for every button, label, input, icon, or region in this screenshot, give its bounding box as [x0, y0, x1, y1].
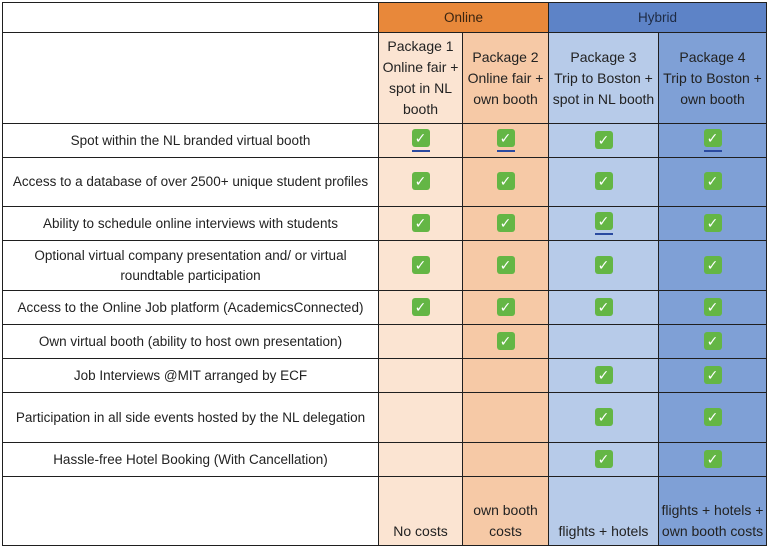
- package-3-cell: [549, 359, 659, 393]
- feature-row: [3, 393, 767, 443]
- check-mark-icon: ✓: [412, 298, 430, 316]
- empty-cost-label-cell: [3, 477, 379, 546]
- package-2-cell: [463, 393, 549, 443]
- check-mark-icon: ✓: [704, 214, 722, 232]
- hybrid-group-header: Hybrid: [549, 3, 767, 33]
- package-description: Online fair + spot in NL booth: [382, 59, 459, 117]
- package-4-cell: [659, 158, 767, 207]
- check-mark-icon: ✓: [595, 131, 613, 149]
- check-mark-icon: ✓: [595, 256, 613, 274]
- check-mark-icon: ✓: [412, 214, 430, 232]
- package-2-header: [463, 33, 549, 124]
- package-1-header: [379, 33, 463, 124]
- check-mark-icon: ✓: [595, 212, 613, 230]
- feature-label: Access to a database of over 2500+ unique student profiles: [3, 158, 379, 207]
- package-3-cell: [549, 291, 659, 325]
- check-mark-icon: ✓: [412, 256, 430, 274]
- check-mark-icon: ✓: [497, 129, 515, 147]
- check-mark-icon: ✓: [704, 172, 722, 190]
- empty-header-cell: [3, 3, 379, 33]
- underlined-check: [595, 212, 613, 235]
- empty-package-label-cell: [3, 33, 379, 124]
- package-name: Package 4: [679, 48, 746, 65]
- package-3-cell: [549, 325, 659, 359]
- package-1-cell: [379, 359, 463, 393]
- package-3-cell: [549, 207, 659, 241]
- package-2-cell: [463, 359, 549, 393]
- package-3-cell: [549, 158, 659, 207]
- package-name: Package 3: [570, 48, 637, 65]
- package-3-cell: [549, 393, 659, 443]
- package-4-cell: [659, 443, 767, 477]
- package-4-cell: [659, 325, 767, 359]
- check-mark-icon: ✓: [497, 332, 515, 350]
- feature-row: [3, 325, 767, 359]
- package-comparison-table: [2, 2, 767, 546]
- package-1-cell: [379, 325, 463, 359]
- package-4-cell: [659, 291, 767, 325]
- package-2-cell: [463, 158, 549, 207]
- package-2-cell: [463, 207, 549, 241]
- package-1-cost: No costs: [379, 477, 463, 546]
- check-mark-icon: ✓: [595, 408, 613, 426]
- package-2-cell: [463, 241, 549, 291]
- feature-label: Job Interviews @MIT arranged by ECF: [3, 359, 379, 393]
- package-2-cell: [463, 124, 549, 158]
- package-4-cell: [659, 241, 767, 291]
- check-mark-icon: ✓: [704, 332, 722, 350]
- feature-row: [3, 241, 767, 291]
- package-1-cell: [379, 241, 463, 291]
- feature-row: [3, 158, 767, 207]
- feature-row: [3, 207, 767, 241]
- package-3-cell: [549, 124, 659, 158]
- package-3-cell: [549, 443, 659, 477]
- package-1-cell: [379, 158, 463, 207]
- check-mark-icon: ✓: [497, 214, 515, 232]
- check-mark-icon: ✓: [595, 450, 613, 468]
- check-mark-icon: ✓: [704, 450, 722, 468]
- check-mark-icon: ✓: [497, 256, 515, 274]
- check-mark-icon: ✓: [497, 298, 515, 316]
- package-1-cell: [379, 207, 463, 241]
- check-mark-icon: ✓: [595, 298, 613, 316]
- package-description: Trip to Boston + own booth: [663, 69, 762, 107]
- check-mark-icon: ✓: [704, 408, 722, 426]
- underlined-check: [412, 129, 430, 152]
- package-2-cell: [463, 443, 549, 477]
- underlined-check: [497, 129, 515, 152]
- package-2-cell: [463, 325, 549, 359]
- package-3-cell: [549, 241, 659, 291]
- feature-label: Own virtual booth (ability to host own presentation): [3, 325, 379, 359]
- feature-label: Participation in all side events hosted by the NL delegation: [3, 393, 379, 443]
- check-mark-icon: ✓: [595, 366, 613, 384]
- feature-label: Spot within the NL branded virtual booth: [3, 124, 379, 158]
- package-4-cost: flights + hotels + own booth costs: [659, 477, 767, 546]
- package-description: Trip to Boston + spot in NL booth: [552, 69, 655, 107]
- check-mark-icon: ✓: [704, 366, 722, 384]
- feature-label: Optional virtual company presentation and/ or virtual roundtable participation: [3, 241, 379, 291]
- package-name: Package 2: [472, 48, 539, 65]
- feature-label: Access to the Online Job platform (AcademicsConnected): [3, 291, 379, 325]
- check-mark-icon: ✓: [412, 129, 430, 147]
- package-1-cell: [379, 124, 463, 158]
- underlined-check: [704, 129, 722, 152]
- package-4-header: [659, 33, 767, 124]
- feature-row: [3, 443, 767, 477]
- check-mark-icon: ✓: [704, 298, 722, 316]
- package-4-cell: [659, 393, 767, 443]
- online-group-header: Online: [379, 3, 549, 33]
- feature-row: [3, 359, 767, 393]
- package-2-cost: own booth costs: [463, 477, 549, 546]
- check-mark-icon: ✓: [497, 172, 515, 190]
- feature-row: [3, 291, 767, 325]
- feature-label: Hassle-free Hotel Booking (With Cancellation): [3, 443, 379, 477]
- check-mark-icon: ✓: [595, 172, 613, 190]
- package-3-cost: flights + hotels: [549, 477, 659, 546]
- feature-row: [3, 124, 767, 158]
- package-1-cell: [379, 443, 463, 477]
- feature-label: Ability to schedule online interviews with students: [3, 207, 379, 241]
- package-1-cell: [379, 393, 463, 443]
- package-4-cell: [659, 124, 767, 158]
- package-4-cell: [659, 207, 767, 241]
- check-mark-icon: ✓: [704, 129, 722, 147]
- package-3-header: [549, 33, 659, 124]
- package-4-cell: [659, 359, 767, 393]
- package-1-cell: [379, 291, 463, 325]
- check-mark-icon: ✓: [704, 256, 722, 274]
- package-name: Package 1: [387, 38, 454, 54]
- package-2-cell: [463, 291, 549, 325]
- check-mark-icon: ✓: [412, 172, 430, 190]
- package-description: Online fair + own booth: [467, 69, 544, 107]
